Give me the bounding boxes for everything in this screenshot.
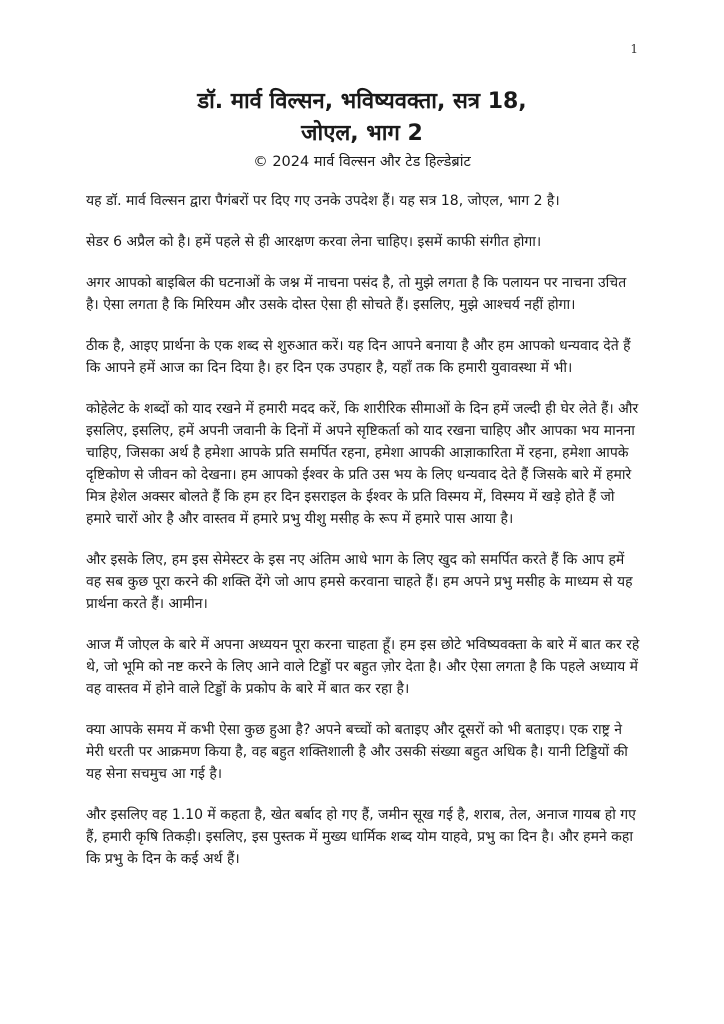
paragraph: यह डॉ. मार्व विल्सन द्वारा पैगंबरों पर दिए गए उनके उपदेश हैं। यह सत्र 18, जोएल, भाग 2 है। <box>86 193 560 209</box>
copyright-notice: © 2024 मार्व विल्सन और टेड हिल्डेब्रांट <box>253 154 471 170</box>
title-block <box>60 86 664 172</box>
page-number: 1 <box>630 42 638 56</box>
paragraph: क्या आपके समय में कभी ऐसा कुछ हुआ है? अपने बच्चों को बताइए और दूसरों को भी बताइए। एक राष्ट्र ने मेरी धरती पर आक्रमण किया है, वह बहुत शक्तिशाली है और उसकी संख्या बहुत अधिक है। यानी टिड्डियों की यह सेना सचमुच आ गई है। <box>86 722 628 782</box>
paragraph: और इसके लिए, हम इस सेमेस्टर के इस नए अंतिम आधे भाग के लिए खुद को समर्पित करते हैं कि आप हमें वह सब कुछ पूरा करने की शक्ति देंगे जो आप हमसे करवाना चाहते हैं। हम अपने प्रभु मसीह के माध्यम से यह प्रार्थना करते हैं। आमीन। <box>86 552 633 612</box>
document-title-line-2: जोएल, भाग 2 <box>301 121 423 146</box>
body-text <box>86 190 642 889</box>
paragraph: आज मैं जोएल के बारे में अपना अध्ययन पूरा करना चाहता हूँ। हम इस छोटे भविष्यवक्ता के बारे में बात कर रहे थे, जो भूमि को नष्ट करने के लिए आने वाले टिड्डों पर बहुत ज़ोर देता है। और ऐसा लगता है कि पहले अध्याय में वह वास्तव में होने वाले टिड्डों के प्रकोप के बारे में बात कर रहा है। <box>86 637 640 697</box>
paragraph: कोहेलेट के शब्दों को याद रखने में हमारी मदद करें, कि शारीरिक सीमाओं के दिन हमें जल्दी ही घेर लेते हैं। और इसलिए, इसलिए, हमें अपनी जवानी के दिनों में अपने सृष्टिकर्ता को याद रखना चाहिए और आपका भय मानना चाहिए, जिसका अर्थ है हमेशा आपके प्रति समर्पित रहना, हमेशा आपकी आज्ञाकारिता में रहना, हमेशा आपके दृष्टिकोण से जीवन को देखना। हम आपको ईश्वर के प्रति उस भय के लिए धन्यवाद देते हैं जिसके बारे में हमारे मित्र हेशेल अक्सर बोलते हैं कि हम हर दिन इसराइल के ईश्वर के प्रति विस्मय में, विस्मय में खड़े होते हैं जो हमारे चारों ओर है और वास्तव में हमारे प्रभु यीशु मसीह के रूप में हमारे पास आया है। <box>86 401 639 527</box>
paragraph: अगर आपको बाइबिल की घटनाओं के जश्न में नाचना पसंद है, तो मुझे लगता है कि पलायन पर नाचना उचित है। ऐसा लगता है कि मिरियम और उसके दोस्त ऐसा ही सोचते हैं। इसलिए, मुझे आश्चर्य नहीं होगा। <box>86 275 627 313</box>
paragraph: और इसलिए वह 1.10 में कहता है, खेत बर्बाद हो गए हैं, जमीन सूख गई है, शराब, तेल, अनाज गायब हो गए हैं, हमारी कृषि तिकड़ी। इसलिए, इस पुस्तक में मुख्य धार्मिक शब्द योम याहवे, प्रभु का दिन है। और हमने कहा कि प्रभु के दिन के कई अर्थ हैं। <box>86 807 636 867</box>
document-title-line-1: डॉ. मार्व विल्सन, भविष्यवक्ता, सत्र 18, <box>197 89 527 114</box>
paragraph: ठीक है, आइए प्रार्थना के एक शब्द से शुरुआत करें। यह दिन आपने बनाया है और हम आपको धन्यवाद देते हैं कि आपने हमें आज का दिन दिया है। हर दिन एक उपहार है, यहाँ तक कि हमारी युवावस्था में भी। <box>86 338 631 376</box>
paragraph: सेडर 6 अप्रैल को है। हमें पहले से ही आरक्षण करवा लेना चाहिए। इसमें काफी संगीत होगा। <box>86 234 542 250</box>
